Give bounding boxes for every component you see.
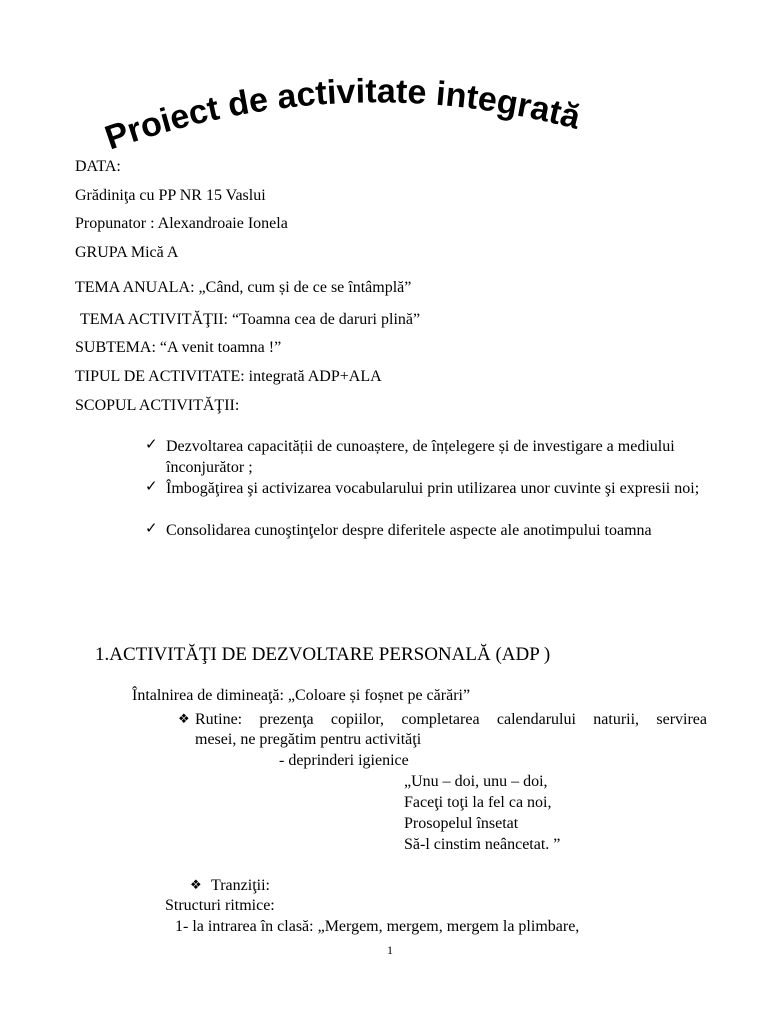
objective-item: Îmbogăţirea şi activizarea vocabularului prin utilizarea unor cuvinte şi expresii noi; [166, 480, 700, 497]
group-name: GRUPA Mică A [75, 244, 179, 261]
poem-line: Să-l cinstim neâncetat. ” [404, 836, 561, 853]
activity-type: TIPUL DE ACTIVITATE: integrată ADP+ALA [75, 368, 382, 385]
objective-item: Dezvoltarea capacității de cunoaștere, de înțelegere și de investigare a mediului înconjurător ; [166, 438, 675, 476]
poem-line: Prosopelul însetat [404, 815, 519, 832]
subtheme: SUBTEMA: “A venit toamna !” [75, 339, 282, 356]
morning-meeting: Întalnirea de dimineaţă: „Coloare și foșnet pe cărări” [132, 687, 471, 704]
hygiene-habits: - deprinderi igienice [279, 752, 409, 769]
checkmark-icon: ✓ [145, 437, 158, 453]
rhythmic-structures-label: Structuri ritmice: [165, 897, 275, 914]
activity-goal-label: SCOPUL ACTIVITĂŢII: [75, 397, 240, 414]
diamond-bullet-icon: ❖ [178, 711, 190, 726]
kindergarten-name: Grădiniţa cu PP NR 15 Vaslui [75, 187, 266, 204]
page-number: 1 [387, 943, 393, 957]
routines-line-1: Rutine: prezenţa copiilor, completarea calendarului naturii, servirea [195, 711, 707, 728]
proposer-name: Propunator : Alexandroaie Ionela [75, 215, 288, 232]
document-title [100, 70, 680, 165]
transitions-label: Tranziţii: [211, 877, 270, 894]
poem-line: „Unu – doi, unu – doi, [404, 773, 548, 790]
svg-text:Proiect de activitate integrat: Proiect de activitate integrată [100, 72, 585, 158]
objective-item: Consolidarea cunoştinţelor despre diferitele aspecte ale anotimpului toamna [166, 522, 652, 539]
activity-theme: TEMA ACTIVITĂŢII: “Toamna cea de daruri plină” [80, 311, 421, 328]
checkmark-icon: ✓ [145, 479, 158, 495]
rhythmic-structure-item: 1- la intrarea în clasă: „Mergem, mergem, mergem la plimbare, [175, 918, 580, 935]
date-label: DATA: [75, 158, 121, 175]
diamond-bullet-icon: ❖ [190, 877, 202, 892]
annual-theme: TEMA ANUALA: „Când, cum și de ce se întâmplă” [75, 279, 412, 296]
poem-line: Faceţi toţi la fel ca noi, [404, 794, 552, 811]
section-heading: 1.ACTIVITĂŢI DE DEZVOLTARE PERSONALĂ (ADP ) [95, 644, 551, 665]
checkmark-icon: ✓ [145, 521, 158, 537]
routines-line-2: mesei, ne pregătim pentru activităţi [195, 731, 422, 748]
